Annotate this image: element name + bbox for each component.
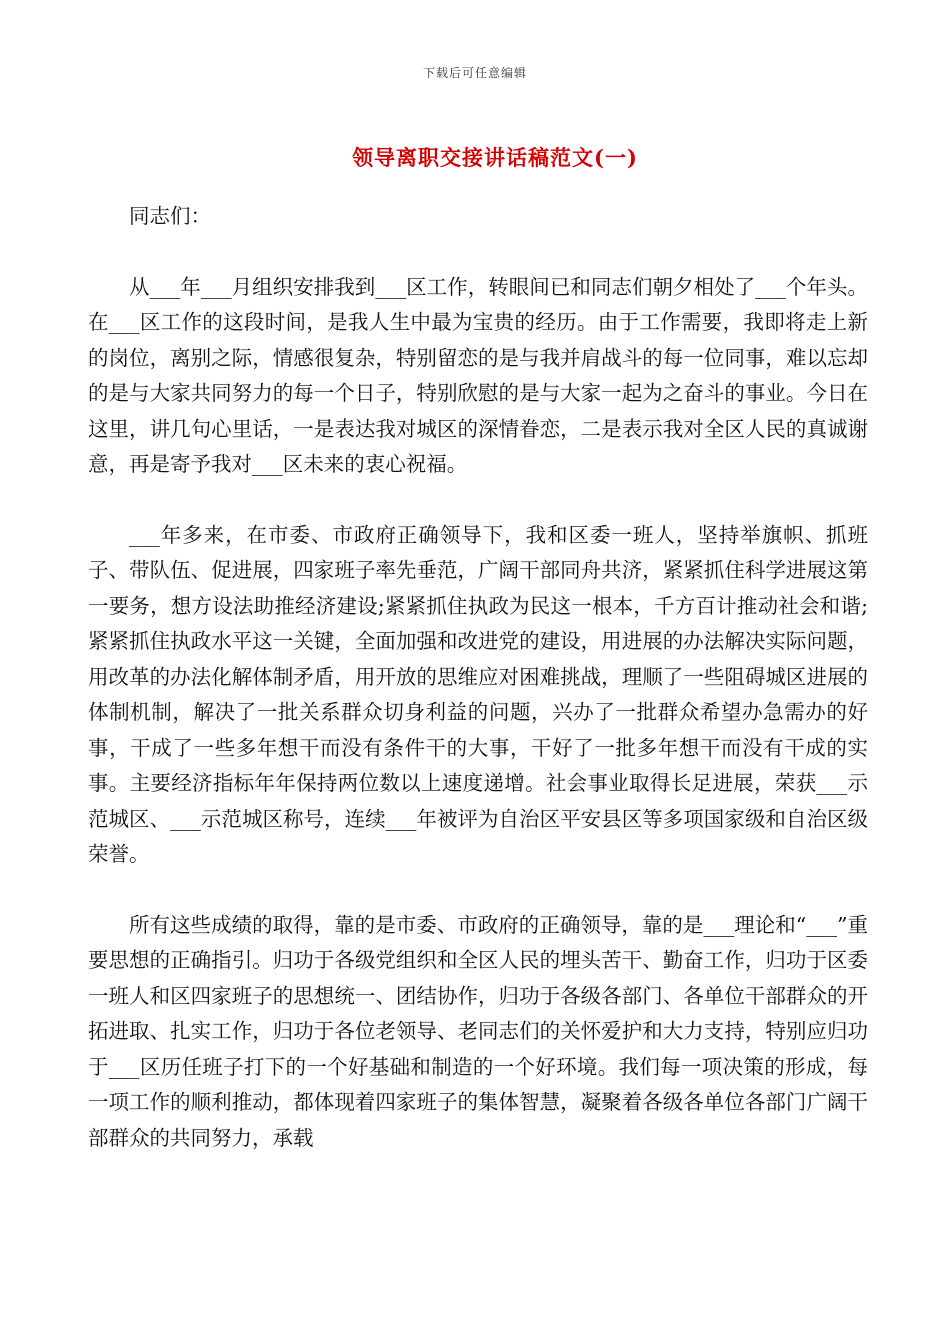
document-body	[88, 199, 868, 1191]
document-title: 领导离职交接讲话稿范文(一)	[352, 145, 638, 170]
paragraph: 从___年___月组织安排我到___区工作，转眼间已和同志们朝夕相处了___个年头。在___区工作的这段时间，是我人生中最为宝贵的经历。由于工作需要，我即将走上新的岗位，离别之际，情感很复杂，特别留恋的是与我并肩战斗的每一位同事，难以忘却的是与大家共同努力的每一个日子，特别欣慰的是与大家一起为之奋斗的事业。今日在这里，讲几句心里话，一是表达我对城区的深情眷恋，二是表示我对全区人民的真诚谢意，再是寄予我对___区未来的衷心祝福。	[88, 274, 868, 476]
salutation: 同志们：	[129, 204, 211, 228]
paragraph: ___年多来，在市委、市政府正确领导下，我和区委一班人，坚持举旗帜、抓班子、带队伍、促进展，四家班子率先垂范，广阔干部同舟共济，紧紧抓住科学进展这第一要务，想方设法助推经济建设;紧紧抓住执政为民这一根本，千方百计推动社会和谐;紧紧抓住执政水平这一关键，全面加强和改进党的建设，用进展的办法解决实际问题，用改革的办法化解体制矛盾，用开放的思维应对困难挑战，理顺了一些阻碍城区进展的体制机制，解决了一批关系群众切身利益的问题，兴办了一批群众希望办急需办的好事，干成了一些多年想干而没有条件干的大事，干好了一批多年想干而没有干成的实事。主要经济指标年年保持两位数以上速度递增。社会事业取得长足进展，荣获___示范城区、___示范城区称号，连续___年被评为自治区平安县区等多项国家级和自治区级荣誉。	[88, 522, 868, 866]
header-note: 下载后可任意编辑	[422, 66, 527, 80]
paragraph: 所有这些成绩的取得，靠的是市委、市政府的正确领导，靠的是___理论和“___”重要思想的正确指引。归功于各级党组织和全区人民的埋头苦干、勤奋工作，归功于区委一班人和区四家班子的思想统一、团结协作，归功于各级各部门、各单位干部群众的开拓进取、扎实工作，归功于各位老领导、老同志们的关怀爱护和大力支持，特别应归功于___区历任班子打下的一个好基础和制造的一个好环境。我们每一项决策的形成，每一项工作的顺利推动，都体现着四家班子的集体智慧，凝聚着各级各单位各部门广阔干部群众的共同努力，承载	[88, 912, 868, 1150]
